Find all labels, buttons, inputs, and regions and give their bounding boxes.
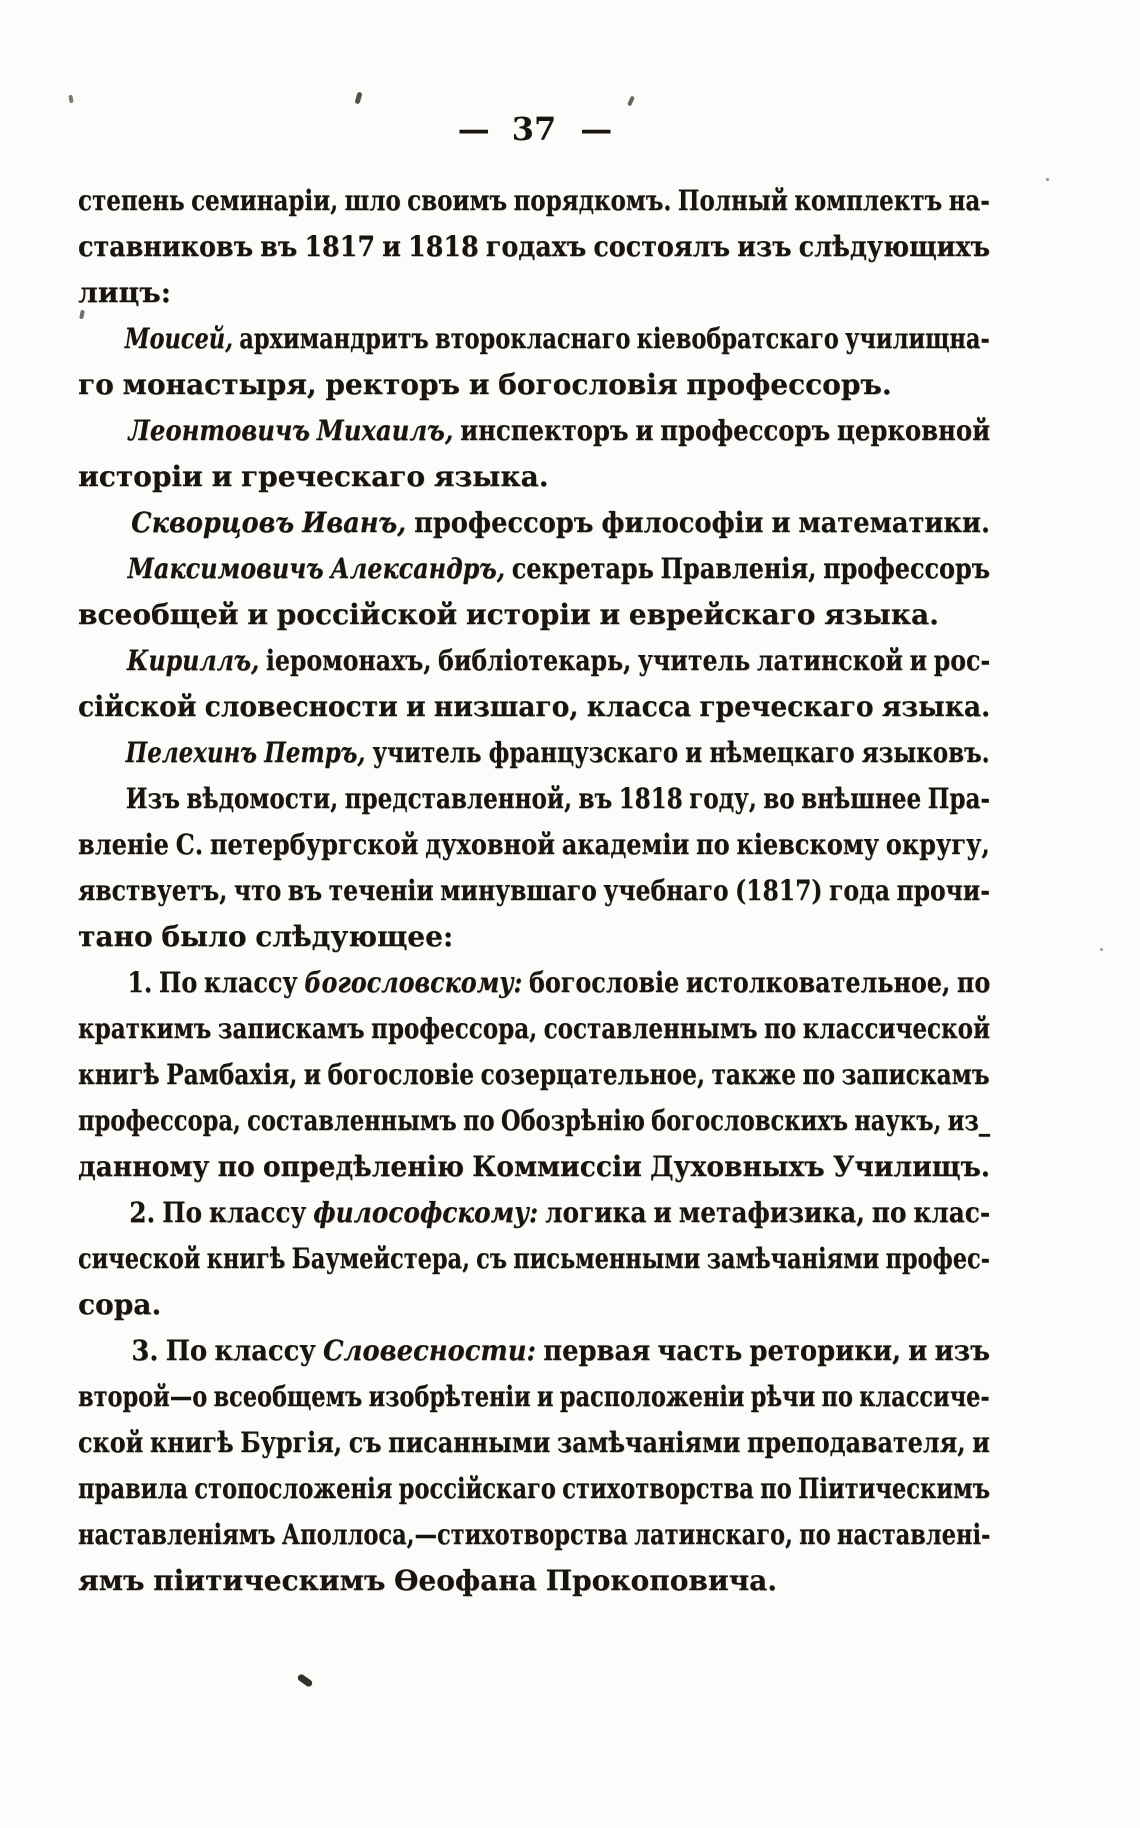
word: писанными [388, 1426, 551, 1459]
word: шло [344, 184, 401, 217]
word: языковъ. [861, 736, 990, 769]
word: профессора, [370, 1012, 538, 1045]
page-number: 37 [511, 110, 557, 148]
word: профессора, [78, 1104, 241, 1137]
word: по [799, 1518, 831, 1551]
word: созерцательное, [480, 1058, 705, 1091]
word: второкласнаго [434, 322, 631, 355]
word: философіи [601, 506, 764, 539]
word: и [599, 598, 621, 631]
word: языка. [824, 598, 939, 631]
word: го [78, 368, 114, 401]
word: книгѣ [206, 1242, 286, 1275]
text-line [78, 960, 991, 1006]
word: россійскаго [398, 1472, 556, 1505]
word: и [909, 644, 928, 677]
word: Ѳеофана [394, 1564, 537, 1597]
italic-word: Александръ, [330, 552, 506, 585]
word: и [405, 690, 426, 723]
word: греческаго [699, 690, 874, 723]
text-line [78, 270, 990, 316]
italic-word: Леонтовичъ [128, 414, 310, 447]
italic-word: философскому: [313, 1196, 539, 1229]
word: стопосложенія [194, 1472, 393, 1505]
word: комплектъ [794, 184, 943, 217]
text-line [78, 546, 991, 592]
text-line [78, 1190, 991, 1236]
word: Бургія, [240, 1426, 343, 1459]
word: кіевобратскаго [636, 322, 839, 355]
text-line [78, 638, 991, 684]
text-line [78, 592, 990, 638]
word: и [536, 1380, 554, 1413]
word: слѣдующихъ [798, 230, 990, 263]
word: языка. [433, 460, 549, 493]
word: учитель [637, 644, 751, 677]
word: математики. [798, 506, 990, 539]
word: состоялъ [593, 230, 730, 263]
word: лицъ: [78, 276, 172, 309]
page-header-dash-right: — [580, 110, 611, 148]
word: сора. [78, 1288, 162, 1321]
text-line [78, 1098, 991, 1144]
word: наукъ, [854, 1104, 942, 1137]
word: По [165, 1334, 208, 1367]
word: латинской [756, 644, 903, 677]
word: монастыря, [122, 368, 317, 401]
word: съ [348, 1426, 382, 1459]
word: духовной [425, 828, 555, 861]
word: инспекторъ [460, 414, 629, 447]
word: профес- [885, 1242, 990, 1275]
word: профессоръ [414, 506, 594, 539]
text-line [78, 1374, 990, 1420]
word: Училищъ. [832, 1150, 991, 1183]
text-line [78, 178, 990, 224]
word: библіотекарь, [438, 644, 632, 677]
word: сической [78, 1242, 201, 1275]
word: классу [203, 966, 298, 999]
word: истолковательное, [685, 966, 951, 999]
word: исторіи [465, 598, 591, 631]
word: изъ [934, 1334, 990, 1367]
italic-word: Скворцовъ [131, 506, 295, 539]
word: піитическимъ [153, 1564, 386, 1597]
word: метафизика, [678, 1196, 865, 1229]
word: Изъ [125, 782, 180, 815]
word: из_ [947, 1104, 991, 1137]
word: россійской [276, 598, 458, 631]
word: и [908, 1334, 928, 1367]
word: на- [948, 184, 990, 217]
word: рѣчи [750, 1380, 816, 1413]
word: Піитическимъ [797, 1472, 990, 1505]
word: расположеніи [559, 1380, 745, 1413]
word: замѣчаніями [556, 1426, 741, 1459]
word: логика [545, 1196, 647, 1229]
word: по [462, 1104, 495, 1137]
word: клас- [913, 1196, 991, 1229]
word: Коммиссіи [472, 1150, 642, 1183]
word: реторики, [749, 1334, 901, 1367]
word: 1818 [408, 230, 479, 263]
word: профессоръ [660, 414, 831, 447]
word: низшаго, [433, 690, 579, 723]
word: вленіе [78, 828, 169, 861]
word: академіи [561, 828, 690, 861]
word: ской [78, 1426, 144, 1459]
italic-word: богословскому: [304, 966, 523, 999]
word: опредѣленію [262, 1150, 464, 1183]
text-line [78, 1144, 991, 1190]
italic-word: Кириллъ, [126, 644, 260, 677]
word: сійской [78, 690, 197, 723]
word: наставлені- [836, 1518, 991, 1551]
word: Баумейстера, [291, 1242, 470, 1275]
word: 1. [127, 966, 153, 999]
word: степень [78, 184, 185, 217]
word: словесности [204, 690, 398, 723]
word: богословскихъ [651, 1104, 848, 1137]
word: греческаго [240, 460, 426, 493]
text-line [78, 1558, 990, 1604]
word: запискамъ [841, 1058, 990, 1091]
word: всеобщей [78, 598, 239, 631]
word: Духовныхъ [649, 1150, 825, 1183]
word: въ [578, 782, 613, 815]
word: книгѣ [149, 1426, 234, 1459]
word: порядкомъ. [513, 184, 672, 217]
ink-speck [1046, 178, 1049, 181]
word: внѣшнее [801, 782, 922, 815]
word: представленной, [344, 782, 572, 815]
word: и [211, 460, 233, 493]
word: явствуетъ, [78, 874, 228, 907]
word: стихотворства [562, 1472, 754, 1505]
word: во [763, 782, 795, 815]
word: по [956, 966, 991, 999]
word: изъ [737, 230, 792, 263]
word: церковной [836, 414, 991, 447]
word: С. [175, 828, 204, 861]
word: по [696, 828, 730, 861]
word: 1818 [618, 782, 683, 815]
word: учебнаго [603, 874, 729, 907]
text-line [78, 1236, 990, 1282]
word: составленнымъ [543, 1012, 758, 1045]
text-line [78, 1512, 991, 1558]
word: богословія [498, 368, 678, 401]
italic-word: Иванъ, [302, 506, 407, 539]
word: исторіи [78, 460, 203, 493]
word: наставленіямъ [78, 1518, 276, 1551]
word: тано [78, 920, 153, 953]
word: прочи- [896, 874, 990, 907]
word: по [802, 1058, 835, 1091]
text-line [78, 224, 990, 270]
word: латинскаго, [634, 1518, 793, 1551]
word: класса [586, 690, 692, 723]
word: (1817) [735, 874, 823, 907]
ink-speck [1100, 948, 1103, 951]
word: годахъ [485, 230, 587, 263]
italic-word: Словесности: [323, 1334, 536, 1367]
word: теченіи [328, 874, 434, 907]
word: и [635, 414, 654, 447]
word: Аполлоса,—стихотворства [281, 1518, 628, 1551]
text-line [78, 1052, 990, 1098]
italic-word: Пелехинъ [125, 736, 257, 769]
word: богословіе [529, 966, 680, 999]
word: что [233, 874, 282, 907]
word: учитель [372, 736, 482, 769]
word: классиче- [859, 1380, 990, 1413]
word: и [653, 1196, 672, 1229]
word: года [829, 874, 890, 907]
word: письменными [513, 1242, 701, 1275]
text-line [78, 362, 990, 408]
word: По [158, 966, 198, 999]
word: и [685, 736, 703, 769]
word: по [821, 1380, 853, 1413]
word: составленнымъ [247, 1104, 457, 1137]
word: преподавателя, [747, 1426, 966, 1459]
text-line [78, 454, 990, 500]
word: первая [543, 1334, 651, 1367]
word: книгѣ [78, 1058, 160, 1091]
word: году, [689, 782, 757, 815]
word: изобрѣтеніи [368, 1380, 531, 1413]
word: 2. [129, 1196, 156, 1229]
word: Рамбахія, [166, 1058, 298, 1091]
word: ямъ [78, 1564, 145, 1597]
word: богословіе [327, 1058, 475, 1091]
word: въ [287, 874, 323, 907]
italic-word: Михаилъ, [316, 414, 454, 447]
word: краткимъ [78, 1012, 212, 1045]
word: Полный [677, 184, 788, 217]
text-line [78, 730, 990, 776]
text-line [78, 684, 991, 730]
word: въ [260, 230, 298, 263]
text-line [78, 1466, 990, 1512]
word: училищна- [845, 322, 990, 355]
word: по [763, 1012, 797, 1045]
word: и [303, 1058, 322, 1091]
word: Обозрѣнію [500, 1104, 645, 1137]
word: ставниковъ [78, 230, 254, 263]
word: было [161, 920, 247, 953]
word: По [162, 1196, 203, 1229]
text-line [78, 1328, 990, 1374]
word: классу [208, 1196, 307, 1229]
word: округу, [885, 828, 990, 861]
word: также [711, 1058, 796, 1091]
word: архимандритъ [239, 322, 429, 355]
page-header-dash-left: — [457, 110, 488, 148]
word: и [468, 368, 490, 401]
word: профессоръ. [686, 368, 892, 401]
word: семинаріи, [191, 184, 339, 217]
text-line [78, 868, 990, 914]
word: классической [802, 1012, 991, 1045]
word: данному [78, 1150, 210, 1183]
word: профессоръ [823, 552, 991, 585]
word: 3. [131, 1334, 159, 1367]
word: ректоръ [325, 368, 461, 401]
italic-word: Петръ, [264, 736, 366, 769]
word: и [382, 230, 401, 263]
word: нѣмецкаго [709, 736, 855, 769]
word: іеромонахъ, [265, 644, 432, 677]
word: съ [476, 1242, 507, 1275]
word: 1817 [304, 230, 376, 263]
word: часть [657, 1334, 743, 1367]
text-line [78, 500, 990, 546]
word: кіевскому [736, 828, 880, 861]
word: по [760, 1472, 792, 1505]
word: по [871, 1196, 907, 1229]
text-line [78, 914, 990, 960]
word: классу [214, 1334, 316, 1367]
word: Прокоповича. [545, 1564, 777, 1597]
word: вѣдомости, [186, 782, 339, 815]
word: по [217, 1150, 255, 1183]
text-line [78, 776, 990, 822]
word: своимъ [407, 184, 508, 217]
word: петербургской [209, 828, 419, 861]
word: и [771, 506, 791, 539]
text-line [78, 1006, 991, 1052]
word: минувшаго [440, 874, 597, 907]
word: Пра- [927, 782, 990, 815]
text-line [78, 316, 990, 362]
word: запискамъ [217, 1012, 365, 1045]
word: секретарь [511, 552, 654, 585]
word: и [972, 1426, 990, 1459]
word: языка. [881, 690, 991, 723]
text-line [78, 1282, 990, 1328]
italic-word: Максимовичъ [127, 552, 324, 585]
text-line [78, 1420, 990, 1466]
word: правила [78, 1472, 188, 1505]
word: Правленія, [660, 552, 817, 585]
word: второй—о [78, 1380, 208, 1413]
italic-word: Моисей, [124, 322, 233, 355]
text-line [78, 408, 991, 454]
word: еврейскаго [628, 598, 816, 631]
word: французскаго [488, 736, 679, 769]
word: замѣчаніями [706, 1242, 880, 1275]
text-line [78, 822, 990, 868]
word: рос- [933, 644, 991, 677]
word: всеобщемъ [213, 1380, 363, 1413]
word: и [247, 598, 269, 631]
word: слѣдующее: [255, 920, 454, 953]
